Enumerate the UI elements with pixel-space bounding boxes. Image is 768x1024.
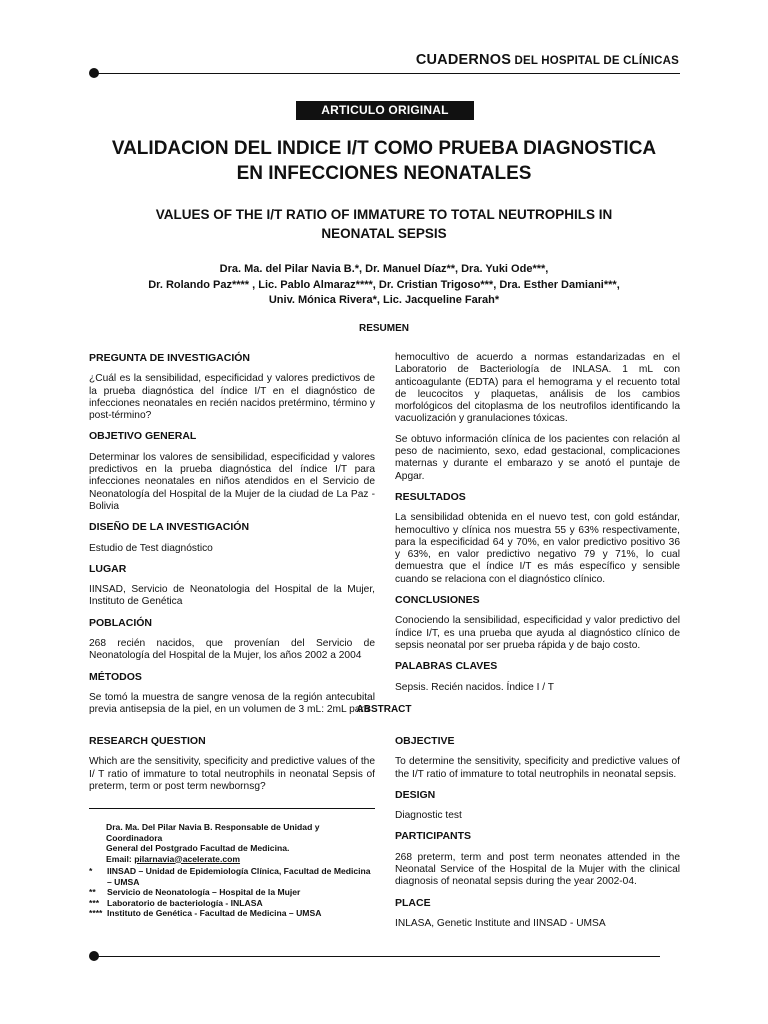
- affiliation-text: Servicio de Neonatología – Hospital de la Mujer: [107, 887, 301, 897]
- section-heading: LUGAR: [89, 562, 127, 575]
- section-text: 268 recién nacidos, que provenían del Servicio de Neonatología del Hospital de la Mujer, los años 2002 a 2004: [89, 638, 375, 662]
- section-text: To determine the sensitivity, specificity and predictive values of the I/T ratio of immature to total neutrophils in neonatal sepsis.: [395, 756, 680, 780]
- correspondence-line: Dra. Ma. Del Pilar Navia B. Responsable de Unidad y Coordinadora: [106, 822, 320, 843]
- abstract-heading: ABSTRACT: [356, 704, 412, 715]
- resumen-left-column: [89, 352, 375, 725]
- section-text: IINSAD, Servicio de Neonatologia del Hospital de la Mujer, Instituto de Genética: [89, 584, 375, 608]
- section-text: Se obtuvo información clínica de los pacientes con relación al peso de nacimiento, sexo, edad gestacional, complicaciones maternas y durante el embarazo y se anotó el puntaje de Apgar.: [395, 433, 680, 482]
- journal-name-rest: DEL HOSPITAL DE CLÍNICAS: [511, 55, 679, 67]
- abstract-right-column: [395, 735, 680, 938]
- title-line: VALIDACION DEL INDICE I/T COMO PRUEBA DIAGNOSTICA: [111, 138, 657, 159]
- section-text: Diagnostic test: [395, 810, 462, 822]
- author-line: Univ. Mónica Rivera*, Lic. Jacqueline Farah*: [268, 294, 500, 306]
- title-line: EN INFECCIONES NEONATALES: [236, 163, 532, 184]
- article-type-badge: ARTICULO ORIGINAL: [296, 101, 474, 120]
- footnote-rule: [89, 808, 375, 809]
- email-label: Email:: [106, 853, 135, 864]
- affiliation-mark: *: [89, 866, 93, 876]
- affiliation-item: [89, 908, 376, 919]
- section-text: La sensibilidad obtenida en el nuevo test, con gold estándar, hemocultivo y clínica nos muestra 55 y 63% respectivamente, para la especificidad 64 y 70%, en valor predictivo positivo 36 y 63%, en valor predictivo negativo 79 y 71%, lo cual demuestra que el índice I/T es más específico y sensible cuando se relaciona con el diagnóstico clínico.: [395, 512, 680, 585]
- resumen-heading: RESUMEN: [358, 323, 409, 334]
- section-heading: MÉTODOS: [89, 670, 142, 683]
- section-heading: DISEÑO DE LA INVESTIGACIÓN: [89, 521, 250, 534]
- section-heading: CONCLUSIONES: [395, 594, 480, 607]
- section-heading: PREGUNTA DE INVESTIGACIÓN: [89, 352, 251, 364]
- section-heading: RESEARCH QUESTION: [89, 735, 206, 747]
- subtitle-line: NEONATAL SEPSIS: [321, 226, 447, 241]
- footer-rule: [94, 956, 660, 957]
- correspondence-line: General del Postgrado Facultad de Medicina.: [106, 843, 290, 853]
- article-subtitle: [90, 205, 678, 243]
- author-line: Dr. Rolando Paz**** , Lic. Pablo Almaraz****, Dr. Cristian Trigoso***, Dra. Esther Damiani***,: [148, 278, 620, 291]
- section-text: Sepsis. Recién nacidos. Índice I / T: [395, 681, 554, 693]
- affiliation-item: [89, 898, 376, 909]
- section-text: Determinar los valores de sensibilidad, especificidad y valores predictivos en la prueba diagnóstica del índice I/T para infecciones neonatales en niños atendidos en el Servicio de Neonatología del Hospital de la Mujer de la ciudad de La Paz - Bolivia: [89, 451, 375, 512]
- affiliation-list: [89, 866, 376, 919]
- affiliation-text: Laboratorio de bacteriología - INLASA: [107, 897, 263, 908]
- email-link[interactable]: pilarnavia@acelerate.com: [134, 853, 241, 864]
- section-text: Estudio de Test diagnóstico: [89, 542, 213, 554]
- affiliation-mark: ****: [89, 908, 103, 918]
- header-rule: [94, 73, 680, 74]
- abstract-left-column: [89, 735, 375, 801]
- section-heading: POBLACIÓN: [89, 616, 152, 629]
- subtitle-line: VALUES OF THE I/T RATIO OF IMMATURE TO TOTAL NEUTROPHILS IN: [155, 207, 613, 222]
- affiliation-text: IINSAD – Unidad de Epidemiología Clínica, Facultad de Medicina – UMSA: [107, 866, 371, 887]
- journal-header: [380, 52, 679, 68]
- affiliation-mark: ***: [89, 897, 100, 908]
- section-text: Which are the sensitivity, specificity and predictive values of the I/ T ratio of immature to total neutrophils in neonatal Sepsis of preterm, term or post term newbornsg?: [89, 756, 375, 792]
- section-text: INLASA, Genetic Institute and IINSAD - UMSA: [395, 917, 606, 929]
- section-heading: RESULTADOS: [395, 490, 466, 503]
- section-heading: OBJETIVO GENERAL: [89, 430, 197, 443]
- affiliation-text: Instituto de Genética - Facultad de Medicina – UMSA: [107, 908, 322, 918]
- affiliation-item: [89, 866, 376, 887]
- journal-name: CUADERNOS: [415, 52, 512, 68]
- resumen-right-column: [395, 352, 680, 702]
- section-heading: PLACE: [395, 896, 431, 909]
- section-text: Conociendo la sensibilidad, especificidad y valor predictivo del índice I/T, es una prueba que ayuda al diagnóstico clínico de sepsis neonatal por ser prueba rápida y de bajo costo.: [395, 615, 680, 651]
- affiliation-mark: **: [89, 887, 96, 897]
- section-text: Se tomó la muestra de sangre venosa de la región antecubital previa antisepsia de la piel, en un volumen de 3 mL: 2mL para: [89, 691, 375, 716]
- affiliation-item: [89, 887, 376, 898]
- section-heading: PALABRAS CLAVES: [395, 660, 498, 673]
- article-title: [60, 136, 708, 186]
- correspondence-note: [106, 822, 376, 864]
- section-text: hemocultivo de acuerdo a normas estandarizadas en el Laboratorio de Bacteriología de INLASA. 1 mL con anticoagulante (EDTA) para el hemograma y el recuento total de leucocitos y plaquetas, análisis de los cambios morfológicos del citoplasma de los neutrofilos identificando la vacuolización y granulaciones tóxicas.: [395, 352, 680, 425]
- section-heading: OBJECTIVE: [395, 735, 455, 747]
- section-heading: PARTICIPANTS: [395, 830, 472, 843]
- section-text: ¿Cuál es la sensibilidad, especificidad y valores predictivos de la prueba diagnóstica del índice I/T en el diagnóstico de infecciones neonatales en recién nacidos pretérmino, término y post-término?: [89, 373, 375, 422]
- section-heading: DESIGN: [395, 788, 436, 801]
- author-line: Dra. Ma. del Pilar Navia B.*, Dr. Manuel Díaz**, Dra. Yuki Ode***,: [219, 263, 549, 275]
- email-line: [106, 854, 376, 865]
- section-text: 268 preterm, term and post term neonates attended in the Neonatal Service of the Hospital de la Mujer with the clinical diagnosis of neonatal sepsis during the year 2002-04.: [395, 851, 680, 888]
- author-list: [60, 262, 708, 309]
